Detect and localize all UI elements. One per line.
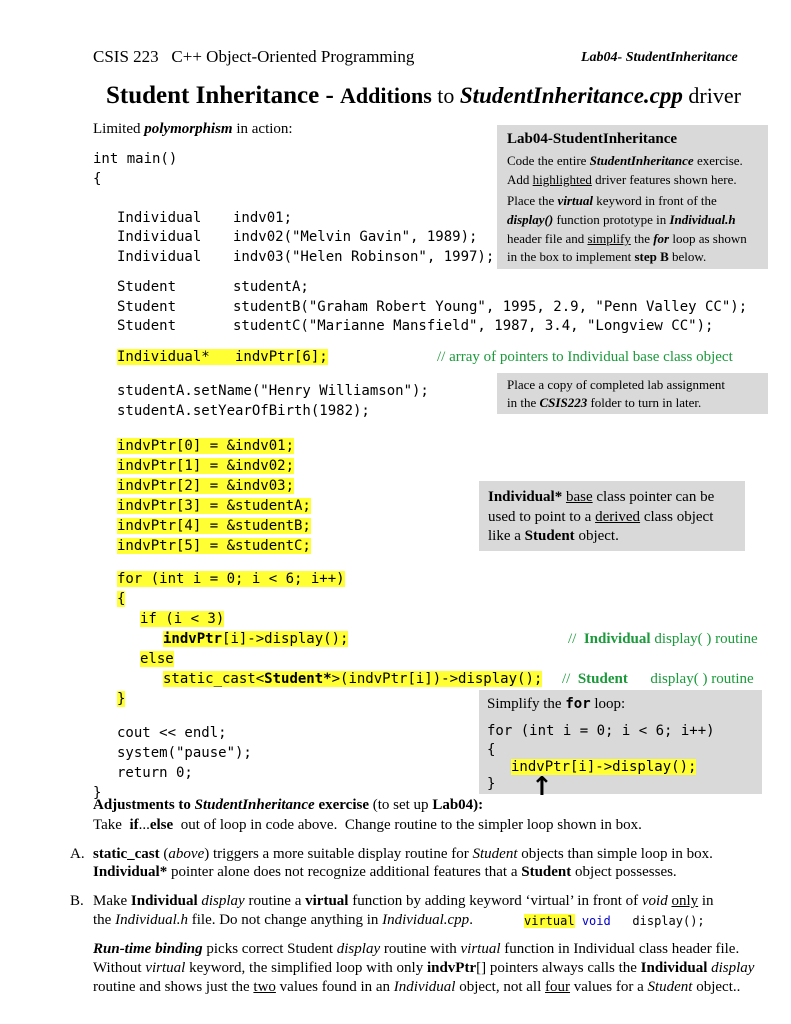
code-for-close: } [117,691,126,707]
box-part: display() [507,212,554,227]
box-part: Simplify the [487,696,566,712]
a-part: Student [472,846,518,862]
lab-header-text: Lab04- StudentInheritance [581,50,738,65]
b-part: display [201,893,245,909]
box-part: class object [640,509,714,525]
comment-part: display( ) routine [627,671,754,687]
code-decl: indv01; [233,210,293,226]
adjust-part: Take [93,817,130,833]
code-setyear: studentA.setYearOfBirth(1982); [117,403,370,419]
box-part: highlighted [532,172,592,187]
runtime-line2 [93,960,754,977]
box-part: Add [507,172,533,187]
code-type: Student [117,299,177,315]
b-part: virtual [305,893,349,909]
comment-part: Individual [583,631,651,647]
base-box-line [488,509,713,526]
box-part: base [565,489,593,505]
turnin-line: Place a copy of completed lab assignment [507,377,726,392]
box-part: loop as shown [669,231,747,246]
code-for: for (int i = 0; i < 6; i++) [117,571,345,587]
box-part: derived [595,509,641,525]
a-part: objects than simple loop in box. [517,846,713,862]
a-part: Student [521,864,572,880]
intro-part: polymorphism [144,121,233,137]
box-part: class pointer can be [592,489,715,505]
adjust-part: (to set up [368,797,433,813]
code-type: Student [117,318,177,334]
box-part: StudentInheritance [589,153,694,168]
code-display-call [163,631,348,647]
item-b-line1 [93,893,714,910]
turnin-line [507,395,701,411]
adjust-part: out of loop in code above. Change routine to the simpler loop shown in box. [173,817,642,833]
simplify-for: for (int i = 0; i < 6; i++) [487,723,715,739]
box-part: used to point to a [488,509,596,525]
virtual-void-code [524,914,705,928]
title-part: driver [682,83,741,108]
code-type: Individual [117,229,202,245]
lab-box-line [507,172,737,188]
code-if: if (i < 3) [140,611,225,627]
code-main: int main() [93,151,178,167]
b-part: Individual.cpp [382,912,470,928]
b-part: the [93,912,116,928]
item-b-marker: B. [70,893,84,909]
code-type: Student [117,279,177,295]
box-part: driver features shown here. [591,172,737,187]
code-part: Student* [264,671,332,687]
box-part: keyword in front of the [592,193,717,208]
code-decl: studentA; [233,279,309,295]
rt-part: object, not all [455,979,546,995]
rt-part: indvPtr [426,960,477,976]
box-part: CSIS223 [539,395,588,410]
lab-box-line [507,231,747,247]
rt-part: routine with [380,941,461,957]
box-part: Individual* [488,489,563,505]
base-pointer-box [479,481,745,551]
box-part: object. [574,528,619,544]
item-b-line2 [93,912,473,929]
code-for-open: { [117,591,126,607]
code-ptr-comment: // array of pointers to Individual base class object [437,349,733,365]
rt-part: Individual [393,979,456,995]
b-part: Individual [130,893,198,909]
adjust-part: Lab04 [432,797,474,813]
rt-part: Without [93,960,146,976]
title-part: to [431,83,460,108]
rt-part: virtual [145,960,186,976]
box-part: loop: [590,696,626,712]
box-part: folder to turn in later. [587,395,702,410]
turn-in-box [497,373,768,414]
code-pause: system("pause"); [117,745,252,761]
code-else: else [140,651,174,667]
code-virtual: virtual [524,914,575,928]
rt-part: routine and shows just the [93,979,254,995]
code-assign: indvPtr[1] = &indv02; [117,458,295,474]
lab-box-line [507,193,717,209]
b-part: in [698,893,714,909]
title-part: StudentInheritance.cpp [459,83,683,108]
adjust-part: exercise [314,797,369,813]
b-part: void [641,893,668,909]
code-static-cast [163,671,542,687]
code-return: return 0; [117,765,193,781]
code-setname: studentA.setName("Henry Williamson"); [117,383,429,399]
box-part: the [630,231,654,246]
rt-part: Individual [640,960,708,976]
rt-part: object.. [692,979,741,995]
rt-part: picks correct Student [202,941,337,957]
box-part: header file and [507,231,588,246]
box-part: Individual.h [669,212,736,227]
b-part: only [671,893,699,909]
box-part: for [653,231,670,246]
lab-box-line [507,153,743,169]
b-part: Individual.h [115,912,188,928]
rt-part: display [711,960,755,976]
b-part: file. Do not change anything in [187,912,383,928]
title-part: Additions [340,83,432,108]
item-a-marker: A. [70,846,85,862]
box-part: for [565,696,591,712]
simplify-close: } [487,776,496,792]
box-part: like a [488,528,525,544]
course-header: CSIS 223 C++ Object-Oriented Programming [93,47,415,66]
box-part: virtual [557,193,593,208]
rt-part: four [545,979,571,995]
rt-part: keyword, the simplified loop with only [185,960,427,976]
code-display-comment [568,631,758,648]
box-part: in the [507,395,540,410]
rt-part: two [253,979,276,995]
b-part: . [469,912,473,928]
page-title [106,82,741,110]
code-assign: indvPtr[5] = &studentC; [117,538,311,554]
comment-part: // [562,671,578,687]
item-a-line1 [93,846,713,863]
code-display: display(); [632,914,705,928]
rt-part: [] pointers always calls the [476,960,641,976]
lab-box-title: Lab04-StudentInheritance [507,131,678,147]
a-part: pointer alone does not recognize additional features that a [167,864,522,880]
comment-part: Student [577,671,628,687]
code-cast-comment [562,671,754,688]
simplify-body: indvPtr[i]->display(); [511,759,697,775]
box-part: function prototype in [553,212,670,227]
b-part: Make [93,893,131,909]
code-decl: studentB("Graham Robert Young", 1995, 2.9, "Penn Valley CC"); [233,299,748,315]
base-box-line [488,528,619,545]
a-part: Individual* [93,864,168,880]
item-a-line2 [93,864,677,881]
code-type: Individual [117,210,202,226]
intro-text [93,121,293,138]
box-part: Place the [507,193,558,208]
code-part: >(indvPtr[i])->display(); [331,671,543,687]
title-part: Student Inheritance - [106,82,341,109]
adjustments-take [93,817,642,834]
b-part: function by adding keyword ‘virtual’ in front of [348,893,642,909]
adjust-part: if [129,817,139,833]
lab-instructions-box [497,125,768,269]
lab-box-line [507,212,736,228]
code-part: static_cast< [163,671,265,687]
code-assign: indvPtr[2] = &indv03; [117,478,295,494]
rt-part: Student [647,979,693,995]
box-part: exercise. [693,153,743,168]
box-part: in the box to implement [507,249,635,264]
comment-part: // [568,631,584,647]
box-part: Code the entire [507,153,590,168]
intro-part: Limited [93,121,145,137]
rt-part: function in Individual class header file. [500,941,740,957]
code-decl: studentC("Marianne Mansfield", 1987, 3.4, "Longview CC"); [233,318,714,334]
box-part: below. [668,249,707,264]
a-part: ( [159,846,169,862]
adjust-part: StudentInheritance [194,797,315,813]
box-part: simplify [587,231,631,246]
code-type: Individual [117,249,202,265]
adjust-part: ): [473,797,484,813]
box-part: step B [634,249,669,264]
code-assign: indvPtr[0] = &indv01; [117,438,295,454]
simplify-loop-box [479,690,762,794]
a-part: above [168,846,205,862]
adjustments-heading [93,797,483,814]
code-part: [i]->display(); [222,631,349,647]
adjust-part: Adjustments to [93,797,195,813]
code-void: void [581,914,611,928]
rt-part: virtual [460,941,501,957]
b-part: routine a [244,893,306,909]
lab-box-line [507,249,706,265]
a-part: object possesses. [571,864,677,880]
base-box-line [488,489,714,506]
code-part: indvPtr [163,631,223,647]
code-assign: indvPtr[3] = &studentA; [117,498,311,514]
code-cout: cout << endl; [117,725,227,741]
code-ptr-decl: Individual* indvPtr[6]; [117,349,328,365]
adjust-part: ... [138,817,150,833]
code-close-brace: } [93,785,102,801]
simplify-title [487,696,625,713]
comment-part: display( ) routine [650,631,758,647]
a-part: static_cast [93,846,160,862]
lab-header [581,50,738,66]
code-decl: indv02("Melvin Gavin", 1989); [233,229,478,245]
box-part: Student [524,528,575,544]
rt-part: Run-time binding [93,941,203,957]
adjust-part: else [149,817,174,833]
code-decl: indv03("Helen Robinson", 1997); [233,249,495,265]
rt-part: display [336,941,381,957]
runtime-line3 [93,979,740,996]
intro-part: in action: [232,121,293,137]
code-assign: indvPtr[4] = &studentB; [117,518,311,534]
rt-part: values found in an [275,979,394,995]
runtime-line1 [93,941,739,958]
code-brace: { [93,171,102,187]
simplify-open: { [487,742,496,758]
a-part: ) triggers a more suitable display routine for [204,846,473,862]
rt-part: values for a [570,979,648,995]
up-arrow-icon: ↑ [531,772,553,802]
